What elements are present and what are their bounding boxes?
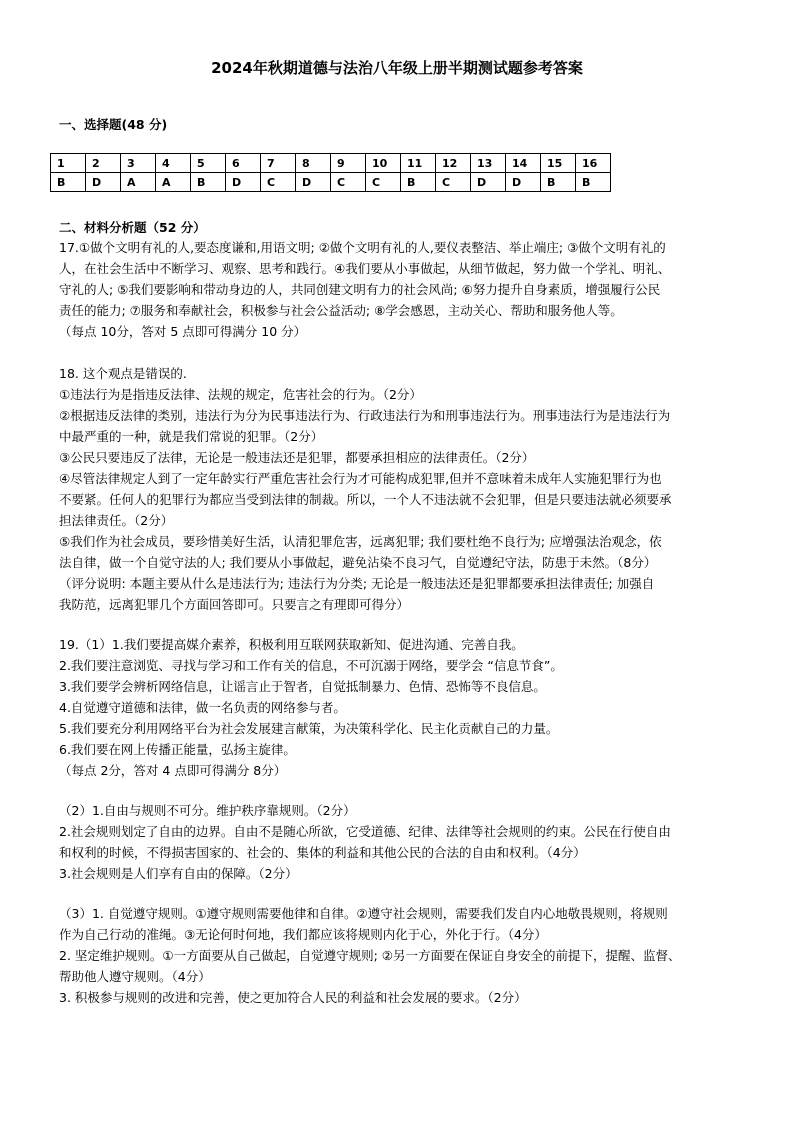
q18-line: 担法律责任。（2分）	[59, 513, 174, 528]
table-cell-answer: A	[156, 173, 191, 192]
table-cell-answer: B	[191, 173, 226, 192]
table-cell-answer: B	[401, 173, 436, 192]
q18-line: 中最严重的一种，就是我们常说的犯罪。（2分）	[59, 429, 324, 444]
q17-line: 人，在社会生活中不断学习、观察、思考和践行。④我们要从小事做起，从细节做起，努力做一个学礼、明礼、	[59, 261, 671, 276]
section1-heading: 一、选择题(48 分)	[59, 117, 168, 132]
table-cell-number: 3	[121, 154, 156, 173]
q18-line: ④尽管法律规定人到了一定年龄实行严重危害社会行为才可能构成犯罪,但并不意味着未成年人实施犯罪行为也	[59, 471, 662, 486]
table-cell-answer: A	[121, 173, 156, 192]
table-cell-answer: B	[541, 173, 576, 192]
table-cell-number: 11	[401, 154, 436, 173]
q18-line: 法自律，做一个自觉守法的人; 我们要从小事做起，避免沾染不良习气，自觉遵纪守法，防患于未然。（8分）	[59, 555, 657, 570]
table-cell-answer: D	[506, 173, 541, 192]
table-cell-answer: C	[261, 173, 296, 192]
q19-1-line: 6.我们要在网上传播正能量，弘扬主旋律。	[59, 742, 296, 757]
section2-heading: 二、材料分析题（52 分）	[59, 220, 206, 235]
q18-scoring-note: 我防范，远离犯罪几个方面回答即可。只要言之有理即可得分）	[59, 597, 410, 612]
q19-2-line: 2.社会规则划定了自由的边界。自由不是随心所欲，它受道德、纪律、法律等社会规则的约束。公民在行使自由	[59, 824, 671, 839]
table-cell-number: 13	[471, 154, 506, 173]
q19-3-line: 作为自己行动的准绳。③无论何时何地，我们都应该将规则内化于心，外化于行。（4分）	[59, 927, 547, 942]
table-cell-number: 1	[51, 154, 86, 173]
q19-3-line: 3. 积极参与规则的改进和完善，使之更加符合人民的利益和社会发展的要求。（2分）	[59, 990, 527, 1005]
q17-line: 守礼的人; ⑤我们要影响和带动身边的人，共同创建文明有力的社会风尚; ⑥努力提升自身素质，增强履行公民	[59, 282, 661, 297]
q19-2-line: 3.社会规则是人们享有自由的保障。（2分）	[59, 866, 298, 881]
choice-answer-table	[50, 153, 611, 192]
q19-3-line: 帮助他人遵守规则。（4分）	[59, 969, 211, 984]
q19-1-line: 4.自觉遵守道德和法律，做一名负责的网络参与者。	[59, 700, 346, 715]
q19-1-scoring-note: （每点 2分，答对 4 点即可得满分 8分）	[59, 763, 287, 778]
q19-1-line: 19.（1）1.我们要提高媒介素养，积极利用互联网获取新知、促进沟通、完善自我。	[59, 637, 524, 652]
table-cell-number: 5	[191, 154, 226, 173]
q17-scoring-note: （每点 10分，答对 5 点即可得满分 10 分）	[59, 324, 307, 339]
table-cell-number: 2	[86, 154, 121, 173]
q19-1-line: 2.我们要注意浏览、寻找与学习和工作有关的信息，不可沉溺于网络，要学会 “信息节食”。	[59, 658, 563, 673]
q18-line: ②根据违反法律的类别，违法行为分为民事违法行为、行政违法行为和刑事违法行为。刑事违法行为是违法行为	[59, 408, 671, 423]
q19-2-line: （2）1.自由与规则不可分。维护秩序靠规则。（2分）	[59, 803, 356, 818]
table-cell-number: 6	[226, 154, 261, 173]
q18-line: 18. 这个观点是错误的.	[59, 366, 187, 381]
page-title: 2024年秋期道德与法治八年级上册半期测试题参考答案	[211, 59, 583, 77]
table-cell-answer: D	[471, 173, 506, 192]
table-cell-answer: B	[51, 173, 86, 192]
q19-1-line: 5.我们要充分利用网络平台为社会发展建言献策，为决策科学化、民主化贡献自己的力量。	[59, 721, 559, 736]
q19-3-line: （3）1. 自觉遵守规则。①遵守规则需要他律和自律。②遵守社会规则，需要我们发自内心地敬畏规则，将规则	[59, 906, 668, 921]
table-cell-number: 4	[156, 154, 191, 173]
table-cell-number: 14	[506, 154, 541, 173]
q19-2-line: 和权利的时候，不得损害国家的、社会的、集体的利益和其他公民的合法的自由和权利。（4分）	[59, 845, 586, 860]
table-cell-number: 16	[576, 154, 611, 173]
q17-line: 责任的能力; ⑦服务和奉献社会，积极参与社会公益活动; ⑧学会感恩，主动关心、帮助和服务他人等。	[59, 303, 623, 318]
q18-line: ③公民只要违反了法律，无论是一般违法还是犯罪，都要承担相应的法律责任。（2分）	[59, 450, 535, 465]
table-cell-answer: D	[86, 173, 121, 192]
table-cell-answer: D	[296, 173, 331, 192]
q18-line: 不要紧。任何人的犯罪行为都应当受到法律的制裁。所以，一个人不违法就不会犯罪，但是只要违法就必须要承	[59, 492, 672, 507]
table-cell-answer: D	[226, 173, 261, 192]
table-cell-answer: C	[436, 173, 471, 192]
q18-scoring-note: （评分说明: 本题主要从什么是违法行为; 违法行为分类; 无论是一般违法还是犯罪都要承担法律责任; 加强自	[59, 576, 655, 591]
table-cell-number: 7	[261, 154, 296, 173]
table-cell-number: 10	[366, 154, 401, 173]
table-cell-answer: C	[366, 173, 401, 192]
q19-1-line: 3.我们要学会辨析网络信息，让谣言止于智者，自觉抵制暴力、色情、恐怖等不良信息。	[59, 679, 546, 694]
q17-line: 17.①做个文明有礼的人,要态度谦和,用语文明; ②做个文明有礼的人,要仪表整洁、举止端庄; ③做个文明有礼的	[59, 240, 666, 255]
table-cell-number: 12	[436, 154, 471, 173]
q18-line: ⑤我们作为社会成员，要珍惜美好生活，认清犯罪危害，远离犯罪; 我们要杜绝不良行为; 应增强法治观念，依	[59, 534, 662, 549]
table-cell-number: 9	[331, 154, 366, 173]
table-cell-answer: B	[576, 173, 611, 192]
table-cell-number: 8	[296, 154, 331, 173]
q19-3-line: 2. 坚定维护规则。①一方面要从自己做起，自觉遵守规则; ②另一方面要在保证自身安全的前提下，提醒、监督、	[59, 948, 681, 963]
q18-line: ①违法行为是指违反法律、法规的规定，危害社会的行为。（2分）	[59, 387, 422, 402]
table-row-answers	[51, 173, 611, 192]
table-cell-answer: C	[331, 173, 366, 192]
table-row-numbers	[51, 154, 611, 173]
table-cell-number: 15	[541, 154, 576, 173]
